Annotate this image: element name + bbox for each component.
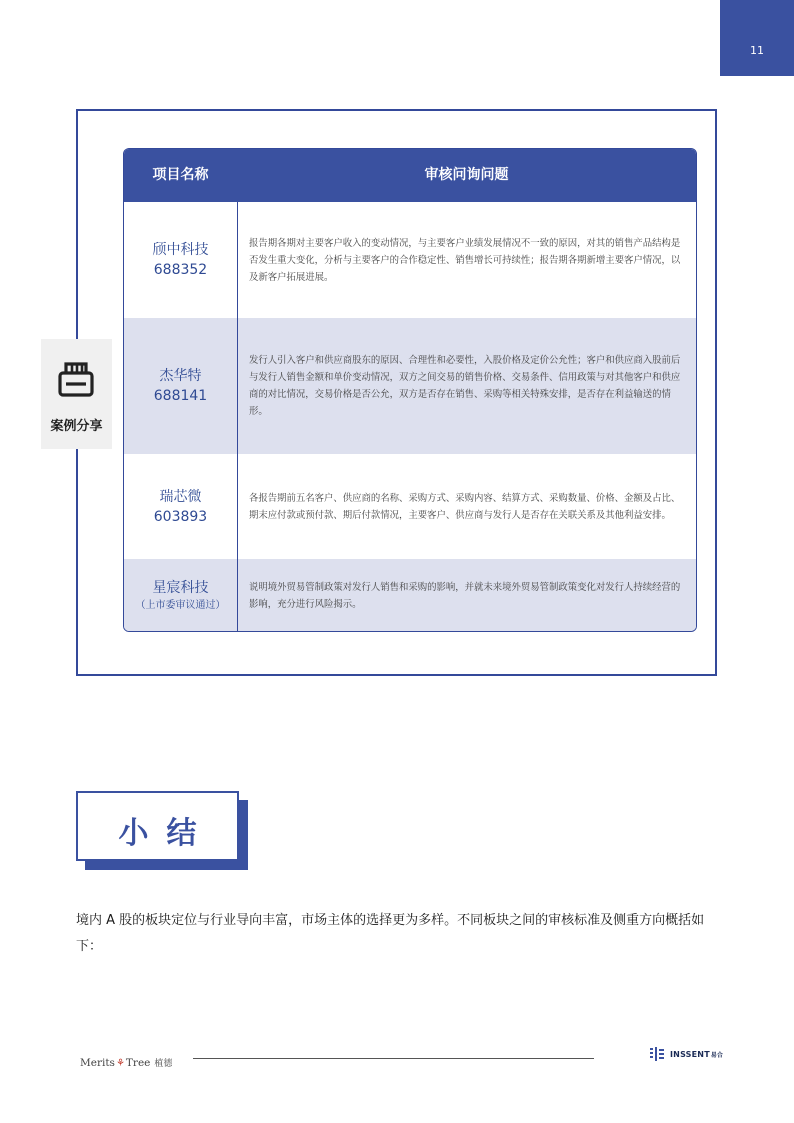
company-cell [124,454,237,559]
company-name: 颀中科技 [152,242,209,258]
summary-heading [76,791,239,861]
issue-text: 说明境外贸易管制政策对发行人销售和采购的影响，并就未来境外贸易管制政策变化对发行人持续经营的影响，充分进行风险揭示。 [249,582,681,610]
table-row [124,559,696,632]
company-name: 星宸科技 [152,580,209,596]
case-share-tag [41,339,112,449]
stock-code: 688352 [153,262,208,278]
table-row [124,318,696,454]
issue-text: 各报告期前五名客户、供应商的名称、采购方式、采购内容、结算方式、采购数量、价格、金额及占比、期末应付款或预付款、期后付款情况，主要客户、供应商与发行人是否存在关联关系及其他利益安排。 [249,492,681,521]
case-table [123,148,697,632]
company-cell [124,202,237,318]
tree-icon: ⚘ [115,1058,125,1069]
table-row [124,454,696,559]
case-share-icon [56,359,96,399]
issue-text: 报告期各期对主要客户收入的变动情况，与主要客户业绩发展情况不一致的原因，对其的销售产品结构是否发生重大变化，分析与主要客户的合作稳定性、销售增长可持续性；报告期各期新增主要客户情况，以及新客户拓展进展。 [249,237,681,283]
inssent-brand-cn: 易合 [710,1051,723,1059]
company-status: （上市委审议通过） [135,600,226,611]
case-share-label: 案例分享 [50,419,103,434]
page-number-tab [720,0,794,76]
meritstree-logo [80,1049,172,1069]
stock-code: 688141 [153,388,208,404]
summary-face [76,791,239,861]
summary-paragraph: 境内 A 股的板块定位与行业导向丰富，市场主体的选择更为多样。不同板块之间的审核标准及侧重方向概括如下： [76,913,705,954]
company-name: 杰华特 [159,368,202,384]
meritstree-brand-a: Merits [80,1057,115,1069]
header-review-issues: 审核问询问题 [424,167,509,183]
table-row [124,202,696,318]
company-cell [124,318,237,454]
inssent-icon [649,1046,665,1062]
column-divider [237,454,238,559]
column-divider [237,559,238,632]
company-cell [124,559,237,632]
column-divider [237,318,238,454]
header-project-name: 项目名称 [152,167,209,183]
issue-text: 发行人引入客户和供应商股东的原因、合理性和必要性，入股价格及定价公允性；客户和供应商入股前后与发行人销售金额和单价变动情况，双方之间交易的销售价格、交易条件、信用政策与对其他客户和供应商的对比情况，交易价格是否公允，双方是否存在销售、采购等相关特殊安排，是否存在利益输送的情形。 [249,355,681,417]
inssent-logo [649,1046,723,1062]
meritstree-brand-b: Tree [125,1057,151,1069]
meritstree-brand-cn: 植德 [154,1059,173,1069]
stock-code: 603893 [153,508,208,525]
page-number: 11 [750,44,764,57]
company-name: 瑞芯微 [159,488,202,505]
table-header [124,149,696,202]
summary-title: 小结 [118,816,215,851]
footer-divider [193,1058,594,1059]
inssent-brand: INSSENT [670,1049,710,1059]
column-divider [237,202,238,318]
